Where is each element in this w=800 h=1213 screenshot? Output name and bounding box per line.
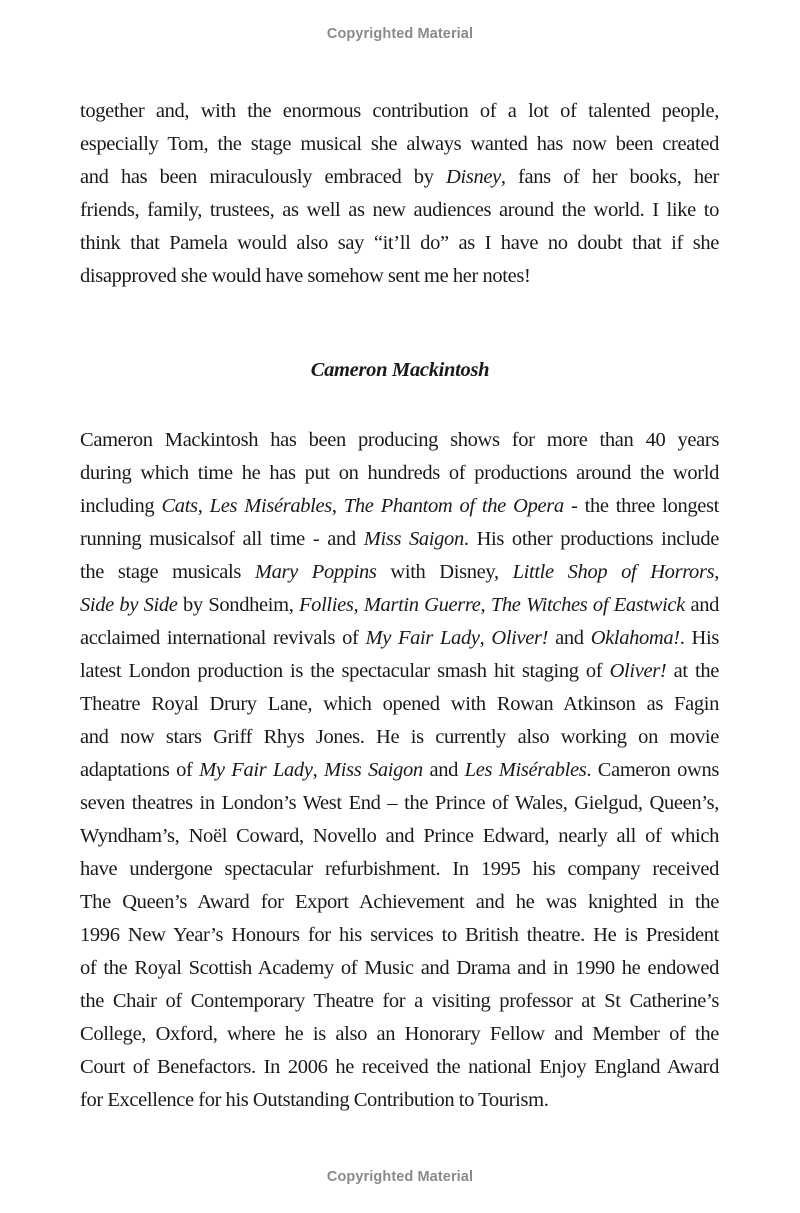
text-run: and now stars Griff Rhys Jones. He is currently also working on movie	[80, 726, 719, 748]
text-line	[80, 721, 719, 754]
text-run: ,	[714, 561, 719, 583]
text-run: ,	[480, 594, 491, 616]
text-run: . His	[679, 627, 719, 649]
text-run: ,	[312, 759, 324, 781]
text-line	[80, 919, 719, 952]
text-line	[80, 589, 719, 622]
text-line	[80, 424, 719, 457]
text-run: Cameron Mackintosh has been producing shows for more than 40 years	[80, 429, 719, 451]
text-line	[80, 227, 719, 260]
text-run: and has been miraculously embraced by	[80, 166, 447, 188]
text-run: Wyndham’s, Noël Coward, Novello and Prince Edward, nearly all of which	[80, 825, 719, 847]
text-line	[80, 260, 719, 293]
text-run: including	[80, 495, 162, 517]
text-run: and	[684, 594, 719, 616]
text-run: - the three longest	[563, 495, 719, 517]
paragraph-1	[80, 95, 719, 293]
italic-title: My Fair Lady	[199, 759, 313, 781]
italic-title: Oliver!	[491, 627, 549, 649]
text-run: seven theatres in London’s West End – the Prince of Wales, Gielgud, Queen’s,	[80, 792, 719, 814]
text-line	[80, 622, 719, 655]
header-watermark: Copyrighted Material	[326, 26, 474, 42]
text-run: by Sondheim,	[177, 594, 299, 616]
text-run: College, Oxford, where he is also an Honorary Fellow and Member of the	[80, 1023, 719, 1045]
italic-title: Miss Saigon	[324, 759, 423, 781]
italic-title: The Phantom of the Opera	[343, 495, 564, 517]
text-run: together and, with the enormous contribution of a lot of talented people,	[80, 100, 719, 122]
italic-title: Side by Side	[80, 594, 178, 616]
italic-title: Cats	[161, 495, 198, 517]
italic-title: Martin Guerre	[363, 594, 481, 616]
text-line	[80, 886, 719, 919]
text-line	[80, 754, 719, 787]
italic-title: The Witches of Eastwick	[490, 594, 685, 616]
text-run: and	[548, 627, 591, 649]
text-line	[80, 95, 719, 128]
text-run: at the	[666, 660, 719, 682]
text-line	[80, 952, 719, 985]
text-run: ,	[197, 495, 210, 517]
paragraph-2	[80, 424, 719, 1117]
text-line	[80, 457, 719, 490]
italic-title: Oliver!	[609, 660, 667, 682]
text-run: ,	[479, 627, 492, 649]
italic-title: Miss Saigon	[363, 528, 464, 550]
text-run: , fans of her books, her	[500, 166, 719, 188]
text-run: running musicalsof all time - and	[80, 528, 364, 550]
italic-title: Oklahoma!	[590, 627, 680, 649]
text-run: the stage musicals	[80, 561, 255, 583]
text-run: 1996 New Year’s Honours for his services to British theatre. He is President	[80, 924, 719, 946]
text-run: with Disney,	[376, 561, 513, 583]
text-line	[80, 556, 719, 589]
text-line	[80, 787, 719, 820]
text-line	[80, 655, 719, 688]
text-run: disapproved she would have somehow sent me her notes!	[80, 265, 531, 287]
italic-title: My Fair Lady	[365, 627, 480, 649]
text-run: and	[422, 759, 465, 781]
footer-watermark: Copyrighted Material	[326, 1169, 474, 1185]
text-line	[80, 194, 719, 227]
text-run: The Queen’s Award for Export Achievement and he was knighted in the	[80, 891, 719, 913]
text-line	[80, 523, 719, 556]
text-run: the Chair of Contemporary Theatre for a visiting professor at St Catherine’s	[80, 990, 719, 1012]
text-line	[80, 820, 719, 853]
text-run: for Excellence for his Outstanding Contribution to Tourism.	[80, 1089, 549, 1111]
text-run: think that Pamela would also say “it’ll do” as I have no doubt that if she	[80, 232, 719, 254]
text-line	[80, 1018, 719, 1051]
text-line	[80, 161, 719, 194]
text-line	[80, 853, 719, 886]
italic-title: Les Misérables	[209, 495, 332, 517]
text-run: Theatre Royal Drury Lane, which opened with Rowan Atkinson as Fagin	[80, 693, 719, 715]
italic-title: Les Misérables	[464, 759, 587, 781]
text-line	[80, 490, 719, 523]
text-run: Court of Benefactors. In 2006 he received the national Enjoy England Award	[80, 1056, 719, 1078]
italic-title: Mary Poppins	[254, 561, 377, 583]
text-run: . His other productions include	[463, 528, 719, 550]
text-run: ,	[331, 495, 344, 517]
text-run: ,	[353, 594, 364, 616]
text-line	[80, 688, 719, 721]
section-heading: Cameron Mackintosh	[310, 359, 490, 381]
text-run: latest London production is the spectacular smash hit staging of	[80, 660, 610, 682]
italic-title: Disney	[446, 166, 501, 188]
text-run: acclaimed international revivals of	[80, 627, 366, 649]
text-run: adaptations of	[80, 759, 200, 781]
text-run: during which time he has put on hundreds of productions around the world	[80, 462, 719, 484]
text-run: of the Royal Scottish Academy of Music and Drama and in 1990 he endowed	[80, 957, 719, 979]
text-run: especially Tom, the stage musical she always wanted has now been created	[80, 133, 719, 155]
text-line	[80, 128, 719, 161]
text-line	[80, 1051, 719, 1084]
text-line	[80, 1084, 719, 1117]
text-line	[80, 985, 719, 1018]
text-run: . Cameron owns	[586, 759, 719, 781]
text-run: have undergone spectacular refurbishment. In 1995 his company received	[80, 858, 719, 880]
text-run: friends, family, trustees, as well as new audiences around the world. I like to	[80, 199, 719, 221]
italic-title: Little Shop of Horrors	[512, 561, 715, 583]
italic-title: Follies	[299, 594, 354, 616]
